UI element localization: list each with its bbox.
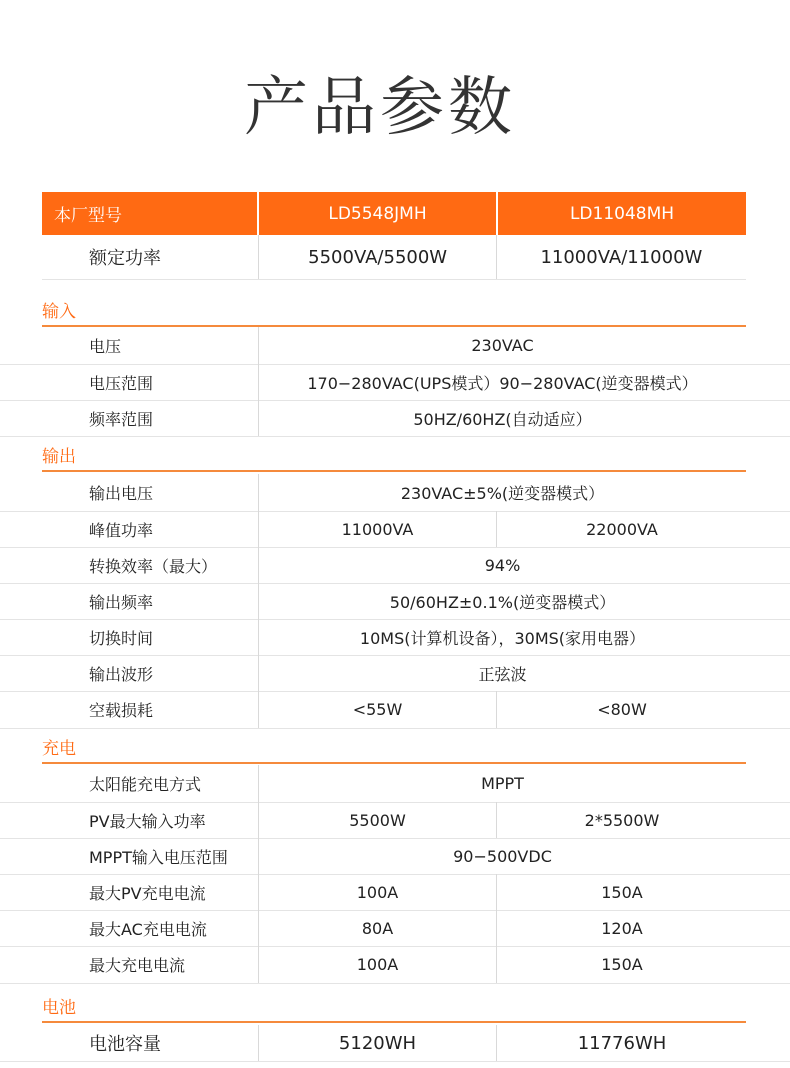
spec-row — [0, 802, 790, 839]
row-label: PV最大输入功率 — [89, 811, 206, 831]
shared-value: 230VAC±5%(逆变器模式） — [258, 474, 746, 511]
row-label: 太阳能充电方式 — [89, 775, 202, 794]
spec-row — [0, 327, 790, 365]
model-2-value: <80W — [496, 691, 747, 728]
section-charge: 充电 — [42, 730, 746, 764]
spec-row — [0, 691, 790, 729]
spec-row — [0, 838, 790, 875]
spec-row — [0, 547, 790, 584]
shared-value: 正弦波 — [258, 655, 746, 691]
model-2-value: 150A — [496, 874, 747, 910]
model-2-value: 2*5500W — [496, 802, 747, 838]
row-label: 电压 — [89, 337, 122, 356]
shared-value: 170−280VAC(UPS模式）90−280VAC(逆变器模式） — [258, 364, 746, 400]
spec-row — [0, 1025, 790, 1062]
shared-value: 10MS(计算机设备），30MS(家用电器） — [258, 619, 746, 655]
row-label: 额定功率 — [89, 248, 161, 269]
spec-row — [0, 874, 790, 911]
page-title: 产品参数 — [244, 71, 516, 145]
spec-row — [0, 474, 790, 512]
model-2-value: 120A — [496, 910, 747, 946]
spec-row — [0, 583, 790, 620]
row-label: 电压范围 — [89, 373, 154, 393]
model-2-value: 150A — [496, 946, 747, 983]
row-label: 转换效率（最大） — [89, 556, 218, 576]
spec-row — [0, 511, 790, 548]
row-label: 最大PV充电电流 — [89, 883, 206, 903]
model-1-value: 80A — [258, 910, 496, 946]
spec-row — [0, 400, 790, 437]
model-2-name: LD11048MH — [569, 203, 675, 224]
spec-row — [0, 765, 790, 803]
row-label: 最大充电电流 — [89, 956, 186, 975]
spec-row — [0, 364, 790, 401]
shared-value: 230VAC — [258, 327, 746, 364]
row-label: 输出电压 — [89, 484, 154, 503]
model-2-value: 11776WH — [496, 1025, 747, 1061]
model-1-name: LD5548JMH — [259, 192, 498, 235]
shared-value: 90−500VDC — [258, 838, 746, 874]
spec-row — [0, 655, 790, 692]
row-label: 空载损耗 — [89, 701, 154, 720]
spec-row — [0, 619, 790, 656]
model-2-value: 11000VA/11000W — [496, 235, 746, 279]
row-label: 输出频率 — [89, 592, 154, 612]
shared-value: 50HZ/60HZ(自动适应） — [258, 400, 746, 436]
section-input: 输入 — [42, 293, 746, 327]
row-label: 切换时间 — [89, 628, 154, 648]
model-header-row — [42, 192, 746, 235]
row-label: 最大AC充电电流 — [89, 919, 207, 939]
row-label: MPPT输入电压范围 — [89, 847, 228, 867]
shared-value: MPPT — [258, 765, 746, 802]
model-1-value: <55W — [258, 691, 496, 728]
row-label: 峰值功率 — [89, 520, 154, 540]
model-1-value: 5120WH — [258, 1025, 496, 1061]
model-1-value: 100A — [258, 946, 496, 983]
model-header-label: 本厂型号 — [42, 192, 259, 235]
spec-row — [0, 946, 790, 984]
model-2-value: 22000VA — [496, 511, 747, 547]
row-label: 电池容量 — [89, 1034, 161, 1055]
section-battery: 电池 — [42, 989, 746, 1023]
spec-row — [0, 910, 790, 947]
row-label: 输出波形 — [89, 664, 154, 684]
section-output: 输出 — [42, 438, 746, 472]
model-1-value: 11000VA — [258, 511, 496, 547]
rated-power-row — [42, 235, 746, 280]
row-label: 频率范围 — [89, 409, 154, 429]
shared-value: 50/60HZ±0.1%(逆变器模式） — [258, 583, 746, 619]
model-1-value: 5500W — [258, 802, 496, 838]
model-1-value: 5500VA/5500W — [258, 235, 495, 279]
shared-value: 94% — [258, 547, 746, 583]
model-1-value: 100A — [258, 874, 496, 910]
